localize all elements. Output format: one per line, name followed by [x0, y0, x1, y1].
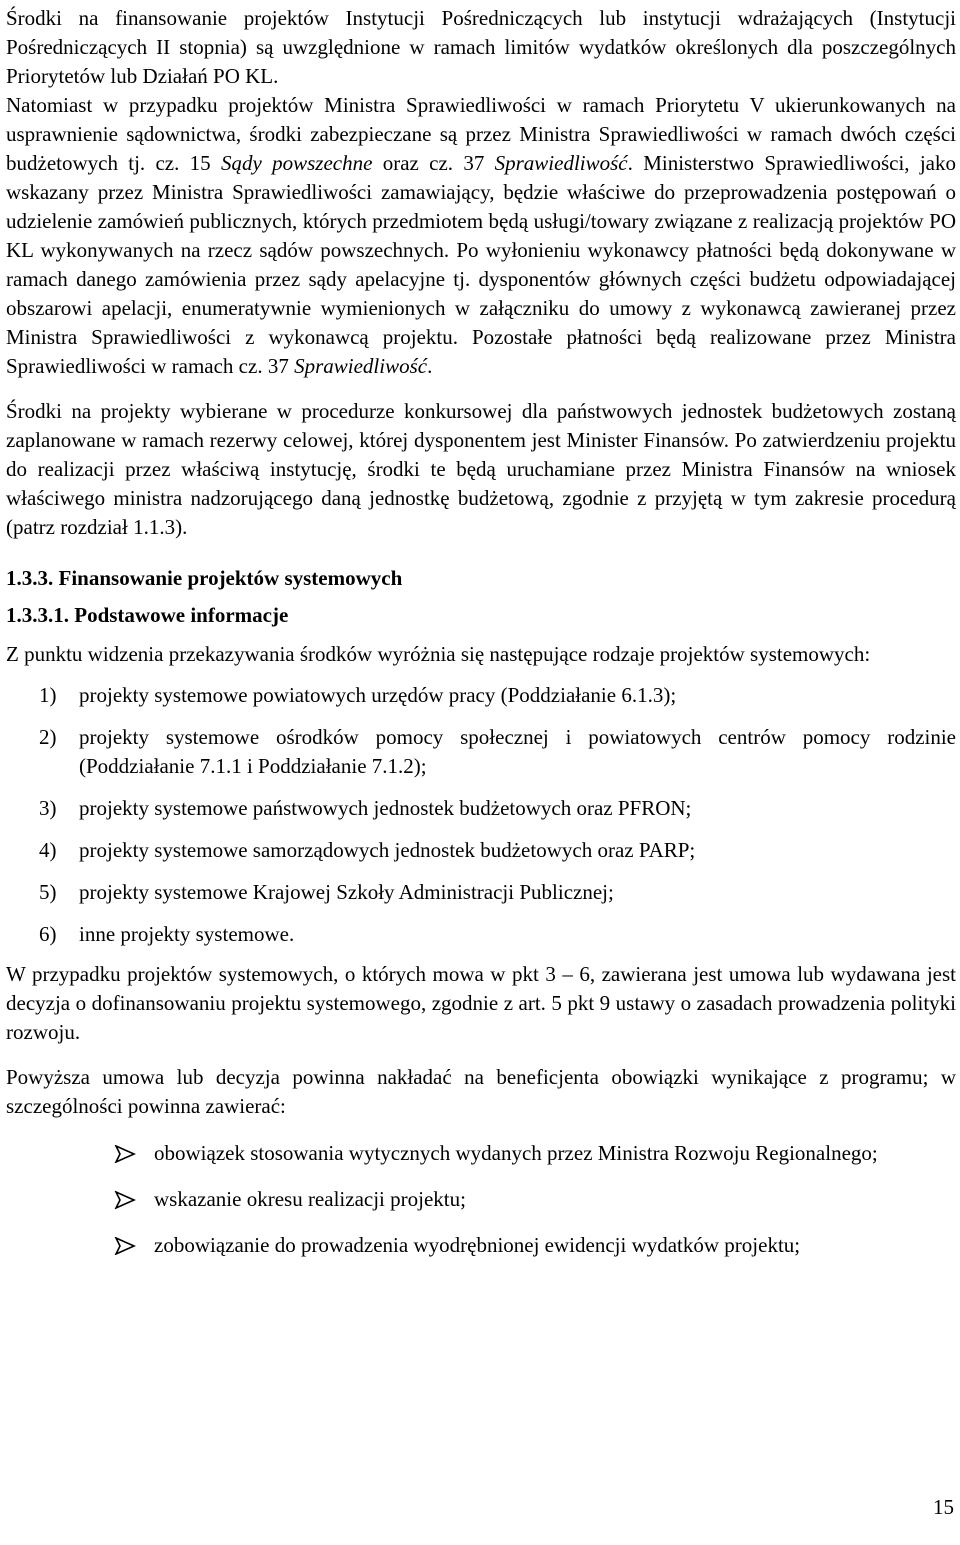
paragraph-systemic-agreement: W przypadku projektów systemowych, o których mowa w pkt 3 – 6, zawierana jest umowa lub wydawana jest decyzja o dofinansowaniu projektu systemowego, zgodnie z art. 5 pkt 9 ustawy o zasadach prowadzenia polityki rozwoju.	[6, 962, 956, 1044]
list-number: 3)	[39, 796, 57, 820]
project-types-list	[6, 681, 956, 949]
list-item	[6, 794, 956, 823]
list-item	[6, 878, 956, 907]
paragraph-funding-intermediate: Środki na finansowanie projektów Instytucji Pośredniczących lub instytucji wdrażających (Instytucji Pośredniczących II stopnia) są uwzględnione w ramach limitów wydatków określonych dla poszczególnych Priorytetów lub Działań PO KL.	[6, 6, 956, 88]
page-number: 15	[933, 1495, 954, 1519]
italic-term: Sprawiedliwość	[294, 354, 428, 378]
list-item	[6, 1139, 956, 1168]
list-item-text: projekty systemowe powiatowych urzędów pracy (Poddziałanie 6.1.3);	[79, 683, 677, 707]
list-item-text: zobowiązanie do prowadzenia wyodrębnionej ewidencji wydatków projektu;	[154, 1233, 801, 1257]
list-item	[6, 723, 956, 781]
italic-term: Sądy powszechne	[220, 151, 373, 175]
list-item	[6, 920, 956, 949]
list-item-text: projekty systemowe samorządowych jednostek budżetowych oraz PARP;	[79, 838, 696, 862]
arrow-bullet-icon	[114, 1191, 136, 1209]
paragraph-ministry-justice	[6, 91, 956, 381]
list-item	[6, 681, 956, 710]
list-item	[6, 1185, 956, 1214]
obligations-list	[6, 1139, 956, 1260]
list-number: 5)	[39, 880, 57, 904]
paragraph-project-types-intro: Z punktu widzenia przekazywania środków wyróżnia się następujące rodzaje projektów systemowych:	[6, 642, 871, 666]
paragraph-obligations-intro: Powyższa umowa lub decyzja powinna nakładać na beneficjenta obowiązki wynikające z programu; w szczególności powinna zawierać:	[6, 1065, 956, 1118]
list-item-text: inne projekty systemowe.	[79, 922, 295, 946]
arrow-bullet-icon	[114, 1237, 136, 1255]
list-number: 4)	[39, 838, 57, 862]
list-item-text: wskazanie okresu realizacji projektu;	[154, 1187, 466, 1211]
list-item-text: projekty systemowe Krajowej Szkoły Administracji Publicznej;	[79, 880, 614, 904]
paragraph-text: . Ministerstwo Sprawiedliwości, jako wskazany przez Ministra Sprawiedliwości zamawiający, będzie właściwe do przeprowadzenia postępowań o udzielenie zamówień publicznych, których przedmiotem będą usługi/towary związane z realizacją projektów PO KL wykonywanych na rzecz sądów powszechnych. Po wyłonieniu wykonawcy płatności będą dokonywane w ramach danego zamówienia przez sądy apelacyjne tj. dysponentów głównych części budżetu odpowiadającej obszarowi apelacji, enumeratywnie wymienionych w załączniku do umowy z wykonawcą zawieranej przez Ministra Sprawiedliwości z wykonawcą projektu. Pozostałe płatności będą realizowane przez Ministra Sprawiedliwości w ramach cz. 37	[6, 151, 956, 378]
list-number: 1)	[39, 683, 57, 707]
arrow-bullet-icon	[114, 1145, 136, 1163]
list-item-text: projekty systemowe państwowych jednostek budżetowych oraz PFRON;	[79, 796, 692, 820]
list-item	[6, 836, 956, 865]
paragraph-text: Natomiast w przypadku projektów Ministra Sprawiedliwości w ramach Priorytetu V ukierunkowanych na usprawnienie sądownictwa, środki zabezpieczane są przez Ministra Sprawiedliwości w ramach dwóch części budżetowych tj. cz. 15	[6, 93, 956, 175]
subsection-heading: 1.3.3.1. Podstawowe informacje	[6, 603, 289, 627]
list-item	[6, 1231, 956, 1260]
paragraph-text: oraz cz. 37	[372, 151, 495, 175]
list-number: 2)	[39, 725, 57, 749]
paragraph-competition-projects: Środki na projekty wybierane w procedurze konkursowej dla państwowych jednostek budżetowych zostaną zaplanowane w ramach rezerwy celowej, której dysponentem jest Minister Finansów. Po zatwierdzeniu projektu do realizacji przez właściwą instytucję, środki te będą uruchamiane przez Ministra Finansów na wniosek właściwego ministra nadzorującego daną jednostkę budżetową, zgodnie z przyjętą w tym zakresie procedurą (patrz rozdział 1.1.3).	[6, 399, 956, 539]
list-item-text: projekty systemowe ośrodków pomocy społecznej i powiatowych centrów pomocy rodzinie (Poddziałanie 7.1.1 i Poddziałanie 7.1.2);	[79, 725, 956, 778]
list-number: 6)	[39, 922, 57, 946]
paragraph-text: .	[427, 354, 433, 378]
italic-term: Sprawiedliwość	[494, 151, 628, 175]
section-heading: 1.3.3. Finansowanie projektów systemowych	[6, 566, 403, 590]
document-page	[6, 4, 956, 1277]
list-item-text: obowiązek stosowania wytycznych wydanych przez Ministra Rozwoju Regionalnego;	[154, 1141, 878, 1165]
